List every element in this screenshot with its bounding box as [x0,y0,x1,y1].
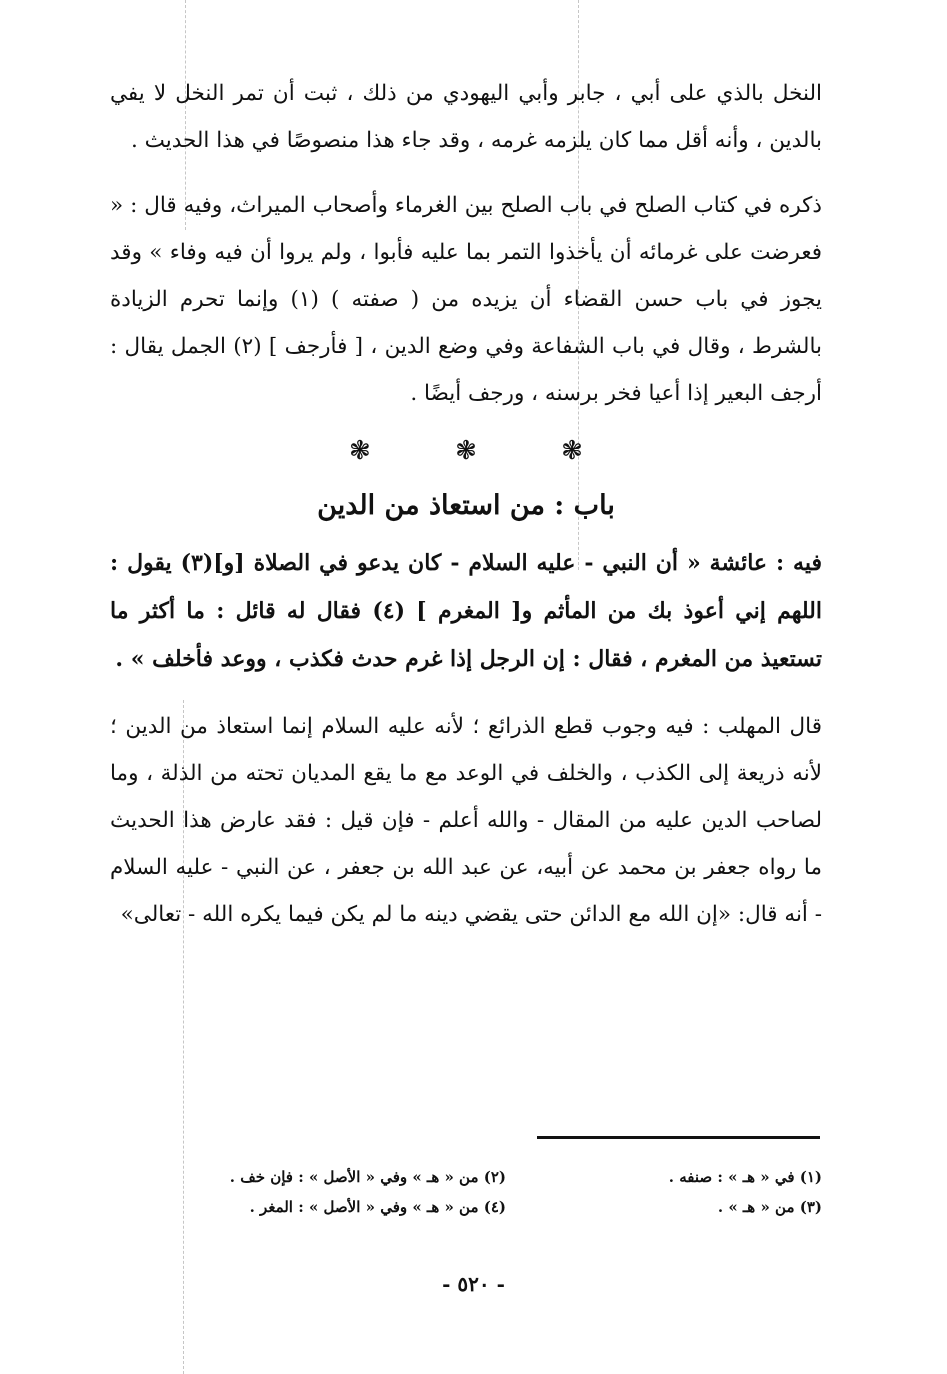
chapter-heading: باب : من استعاذ من الدين [317,490,615,521]
star-ornament-icon: ❃ [455,436,477,466]
star-ornament-icon: ❃ [349,436,371,466]
footnote-1: (١) في « هـ » : صنفه . [668,1168,822,1186]
footnote-3: (٣) من « هـ » . [717,1198,822,1216]
hadith-text: فيه : عائشة « أن النبي - عليه السلام - كان يدعو في الصلاة [و](٣) يقول : اللهم إني أعوذ بك من المأثم و[ المغرم ] (٤) فقال له قائل : ما أكثر ما تستعيذ من المغرم ، فقال : إن الرجل إذا غرم حدث فكذب ، ووعد فأخلف » . [110,550,823,672]
footnotes [190,1162,822,1222]
footnote-row [190,1162,822,1192]
page-body [110,70,822,938]
paragraph-1: النخل بالذي على أبي ، جابر وأبي اليهودي من ذلك ، ثبت أن تمر النخل لا يفي بالدين ، وأنه أقل مما كان يلزمه غرمه ، وقد جاء هذا منصوصًا في هذا الحديث . [110,81,822,153]
paragraph-2: ذكره في كتاب الصلح في باب الصلح بين الغرماء وأصحاب الميراث، وفيه قال : « فعرضت على غرمائه أن يأخذوا التمر بما عليه فأبوا ، ولم يروا أن فيه وفاء » وقد يجوز في باب حسن القضاء أن يزيده من ( صفته ) (١) وإنما تحرم الزيادة بالشرط ، وقال في باب الشفاعة وفي وضع الدين ، [ فأرجف ] (٢) الجمل يقال : أرجف البعير إذا أعيا فخر برسنه ، ورجف أيضًا . [110,193,822,406]
footnote-separator [537,1136,820,1139]
footnote-2: (٢) من « هـ » وفي « الأصل » : فإن خف . [229,1168,506,1186]
footnote-4: (٤) من « هـ » وفي « الأصل » : المغر . [249,1198,506,1216]
commentary-text: قال المهلب : فيه وجوب قطع الذرائع ؛ لأنه عليه السلام إنما استعاذ من الدين ؛ لأنه ذريعة إلى الكذب ، والخلف في الوعد مع ما يقع المديان تحته من الذلة ، وما لصاحب الدين عليه من المقال - والله أعلم - فإن قيل : فقد عارض هذا الحديث ما رواه جعفر بن محمد عن أبيه، عن عبد الله بن جعفر ، عن النبي - عليه السلام - أنه قال: «إن الله مع الدائن حتى يقضي دينه ما لم يكن فيما يكره الله - تعالى» [110,714,822,927]
section-separator-stars [110,431,822,471]
footnote-row [190,1192,822,1222]
page-number: - ٥٢٠ - [442,1272,505,1296]
star-ornament-icon: ❃ [561,436,583,466]
